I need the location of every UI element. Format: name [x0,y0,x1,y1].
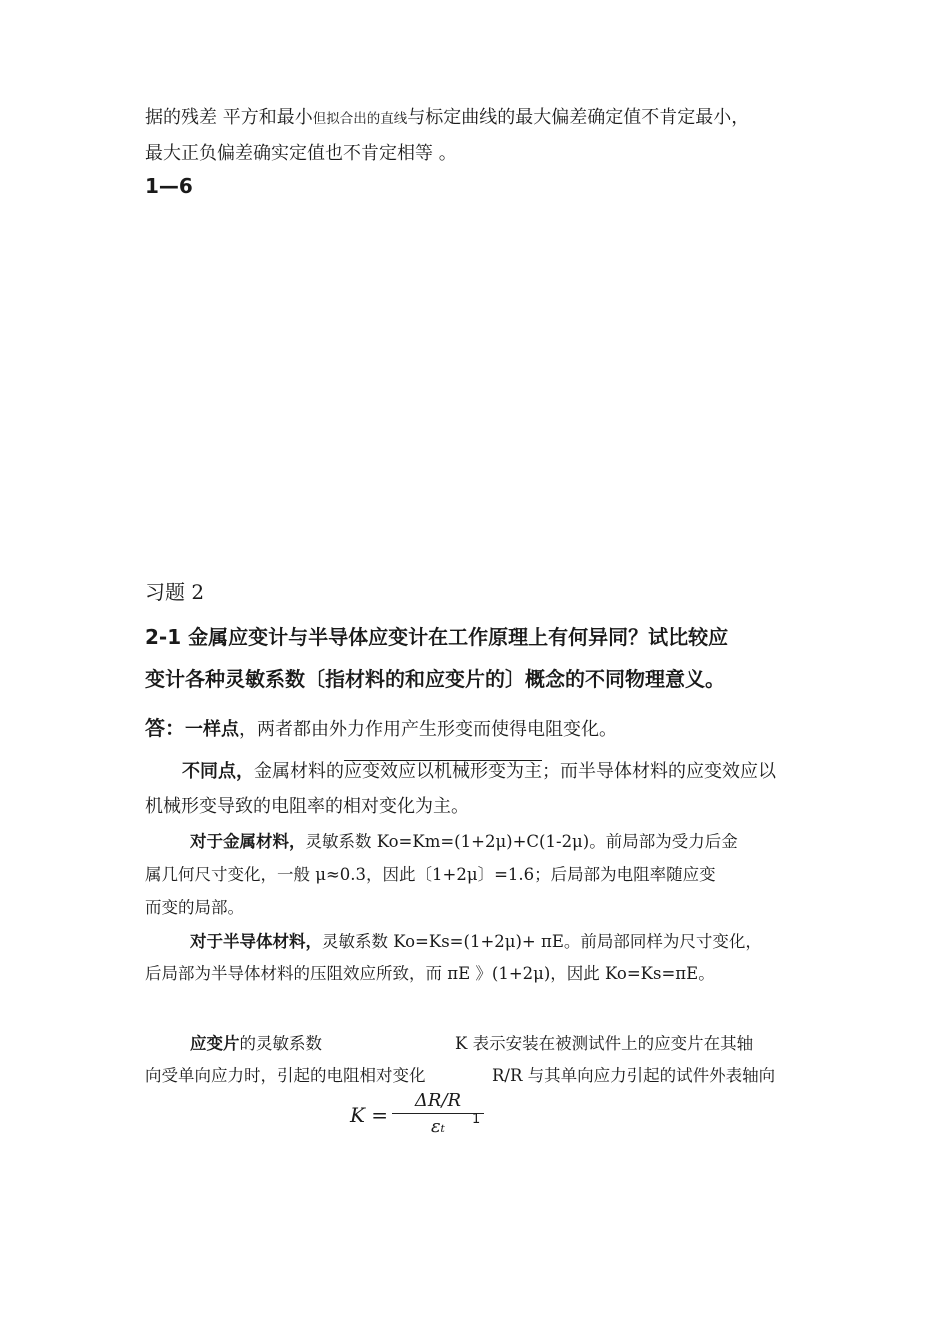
question-line: 变计各种灵敏系数〔指材料的和应变片的〕概念的不同物理意义。 [145,667,725,691]
text-run-overlined: 应变效应以机械形变为主 [344,761,542,782]
text-run: 灵敏系数 Ko=Ks=(1+2μ)+ πE。前局部同样为尺寸变化， [322,932,762,951]
question-line: 2-1 金属应变计与半导体应变计在工作原理上有何异同？试比较应 [145,625,729,649]
bold-term: 不同点， [182,761,254,782]
answer-label: 答： [145,716,185,740]
answer-line: R/R 与其单向应力引起的试件外表轴向 [492,1066,776,1085]
answer-line: 后局部为半导体材料的压阻效应所致，而 πE 》(1+2μ)，因此 Ko=Ks=πE。 [145,964,715,983]
answer-line: K 表示安装在被测试件上的应变片在其轴 [455,1034,754,1053]
paragraph-line [145,103,749,129]
text-run: ；而半导体材料的应变效应以 [542,761,776,782]
text-run: 灵敏系数 Ko=Km=(1+2μ)+C(1-2μ)。前局部为受力后金 [305,832,738,851]
exercise-title: 习题 2 [145,580,205,604]
formula-numerator: ΔR/R [414,1090,462,1111]
bold-term: 对于金属材料， [190,832,306,851]
bold-term: 一样点 [185,719,239,740]
answer-line: 而变的局部。 [145,898,244,917]
text-run: ，两者都由外力作用产生形变而使得电阻变化。 [239,719,617,740]
answer-line [190,828,738,852]
text-run: 的灵敏系数 [239,1034,322,1053]
answer-line [182,757,776,783]
bold-term: 对于半导体材料， [190,932,322,951]
text-run: 据的残差 平方和最小 [145,107,313,128]
fraction-bar [392,1113,484,1114]
formula-denominator: εₜ [430,1116,446,1137]
text-run: 与标定曲线的最大偏差确定值不肯定最小， [407,107,750,128]
equation-number: 1 [472,1112,481,1127]
answer-line: 向受单向应力时，引起的电阻相对变化 [145,1066,426,1085]
section-heading: 1—6 [145,174,193,198]
answer-line [145,712,617,741]
bold-term: 应变片 [190,1034,240,1053]
answer-line [190,1030,322,1054]
paragraph-line: 最大正负偏差确实定值也不肯定相等 。 [145,143,457,164]
text-run: 金属材料的 [254,761,344,782]
answer-line [190,928,762,952]
formula-lhs: K = [350,1103,389,1127]
answer-line: 属几何尺寸变化，一般 μ≈0.3，因此〔1+2μ〕=1.6；后局部为电阻率随应变 [145,865,716,884]
answer-line: 机械形变导致的电阻率的相对变化为主。 [145,796,469,817]
formula-fraction [392,1090,484,1137]
text-run-small: 但拟合出的直线 [312,111,408,127]
